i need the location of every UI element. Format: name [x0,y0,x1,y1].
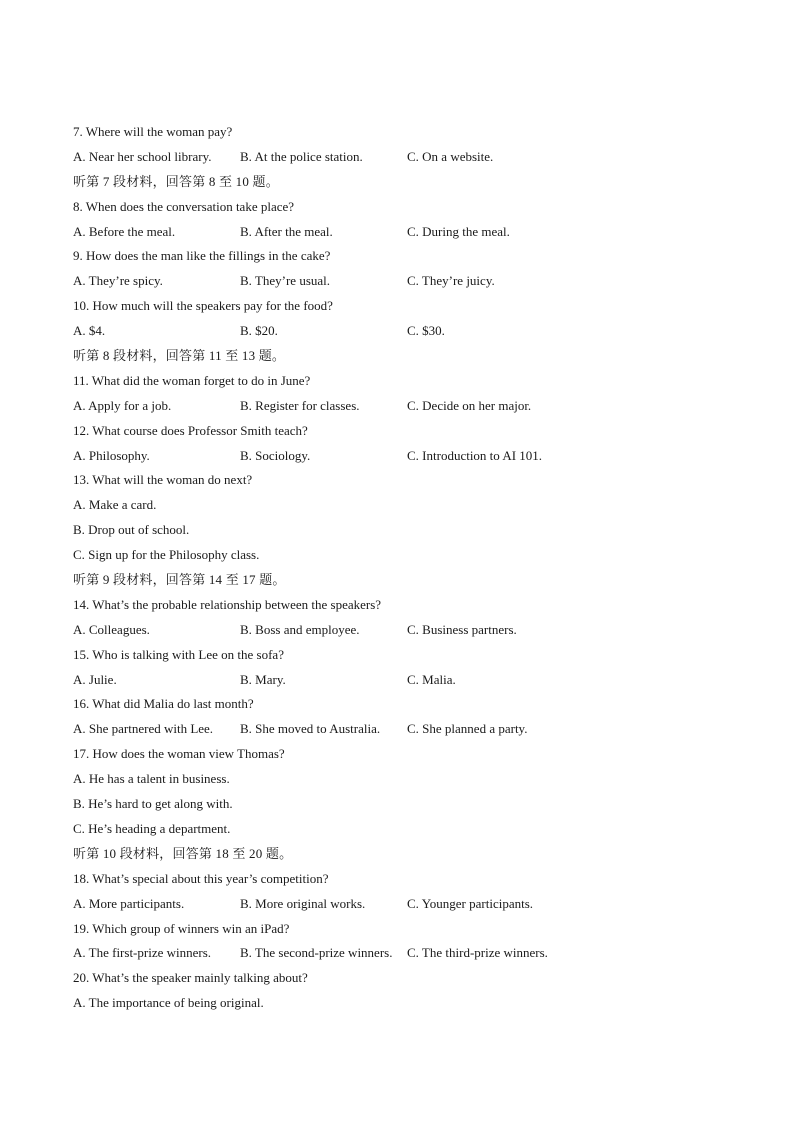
options-row [73,220,733,245]
option-a: A. Philosophy. [73,447,150,463]
option-a: A. $4. [73,323,106,339]
option-b: B. The second-prize winners. [240,945,393,961]
option-a: A. Near her school library. [73,148,212,164]
option-c: C. They’re juicy. [407,273,495,289]
option-b: B. She moved to Australia. [240,721,381,737]
question-stem: 16. What did Malia do last month? [73,696,254,712]
option-b: B. Drop out of school. [73,522,190,538]
question-stem: 7. Where will the woman pay? [73,124,233,139]
option-c: C. Business partners. [407,621,517,637]
option-a: A. She partnered with Lee. [73,721,214,737]
option-a: A. Before the meal. [73,223,176,239]
option-c: C. She planned a party. [407,721,528,737]
option-a: A. They’re spicy. [73,273,163,289]
options-row [73,319,733,344]
question-stem: 20. What’s the speaker mainly talking about? [73,970,308,986]
option-a: A. Colleagues. [73,621,150,637]
option-b: B. After the meal. [240,223,333,239]
option-b: B. Register for classes. [240,397,360,413]
question-stem: 15. Who is talking with Lee on the sofa? [73,646,284,662]
question-stem: 12. What course does Professor Smith teach? [73,422,308,438]
option-c: C. During the meal. [407,223,510,239]
question-stem: 19. Which group of winners win an iPad? [73,920,290,936]
option-a: A. Julie. [73,671,117,687]
section-instruction: 听第 10 段材料，回答第 18 至 20 题。 [73,845,293,861]
question-stem: 10. How much will the speakers pay for the food? [73,298,333,314]
option-b: B. Sociology. [240,447,311,463]
option-a: A. Apply for a job. [73,397,172,413]
option-b: B. They’re usual. [240,273,331,289]
option-c: C. On a website. [407,148,494,164]
option-c: C. Younger participants. [407,895,534,911]
option-a: A. Make a card. [73,497,157,513]
option-b: B. At the police station. [240,148,363,164]
section-instruction: 听第 7 段材料，回答第 8 至 10 题。 [73,173,279,189]
options-row [73,668,733,693]
question-stem: 13. What will the woman do next? [73,472,253,488]
section-instruction: 听第 9 段材料，回答第 14 至 17 题。 [73,572,286,588]
option-a: A. More participants. [73,895,185,911]
question-stem: 18. What’s special about this year’s competition? [73,870,329,886]
options-row [73,892,733,917]
question-stem: 17. How does the woman view Thomas? [73,746,285,762]
options-row [73,269,733,294]
option-c: C. Sign up for the Philosophy class. [73,547,260,563]
option-c: C. The third-prize winners. [407,945,548,961]
options-row [73,717,733,742]
section-instruction: 听第 8 段材料，回答第 11 至 13 题。 [73,348,286,364]
option-b: B. He’s hard to get along with. [73,796,233,812]
question-stem: 11. What did the woman forget to do in June? [73,372,311,388]
option-b: B. Mary. [240,671,286,687]
options-row [73,618,733,643]
question-list [73,120,733,1016]
option-c: C. He’s heading a department. [73,820,231,836]
option-a: A. He has a talent in business. [73,771,230,787]
option-c: C. Decide on her major. [407,397,532,413]
question-stem: 8. When does the conversation take place? [73,198,295,214]
option-a: A. The importance of being original. [73,995,264,1011]
option-c: C. $30. [407,323,445,339]
option-c: C. Malia. [407,671,456,687]
option-b: B. $20. [240,323,278,339]
options-row [73,394,733,419]
options-row [73,145,733,170]
options-row [73,444,733,469]
option-b: B. More original works. [240,895,366,911]
options-row [73,941,733,966]
option-a: A. The first-prize winners. [73,945,212,961]
option-c: C. Introduction to AI 101. [407,447,543,463]
option-b: B. Boss and employee. [240,621,360,637]
question-stem: 9. How does the man like the fillings in the cake? [73,248,331,264]
question-stem: 14. What’s the probable relationship between the speakers? [73,596,382,612]
